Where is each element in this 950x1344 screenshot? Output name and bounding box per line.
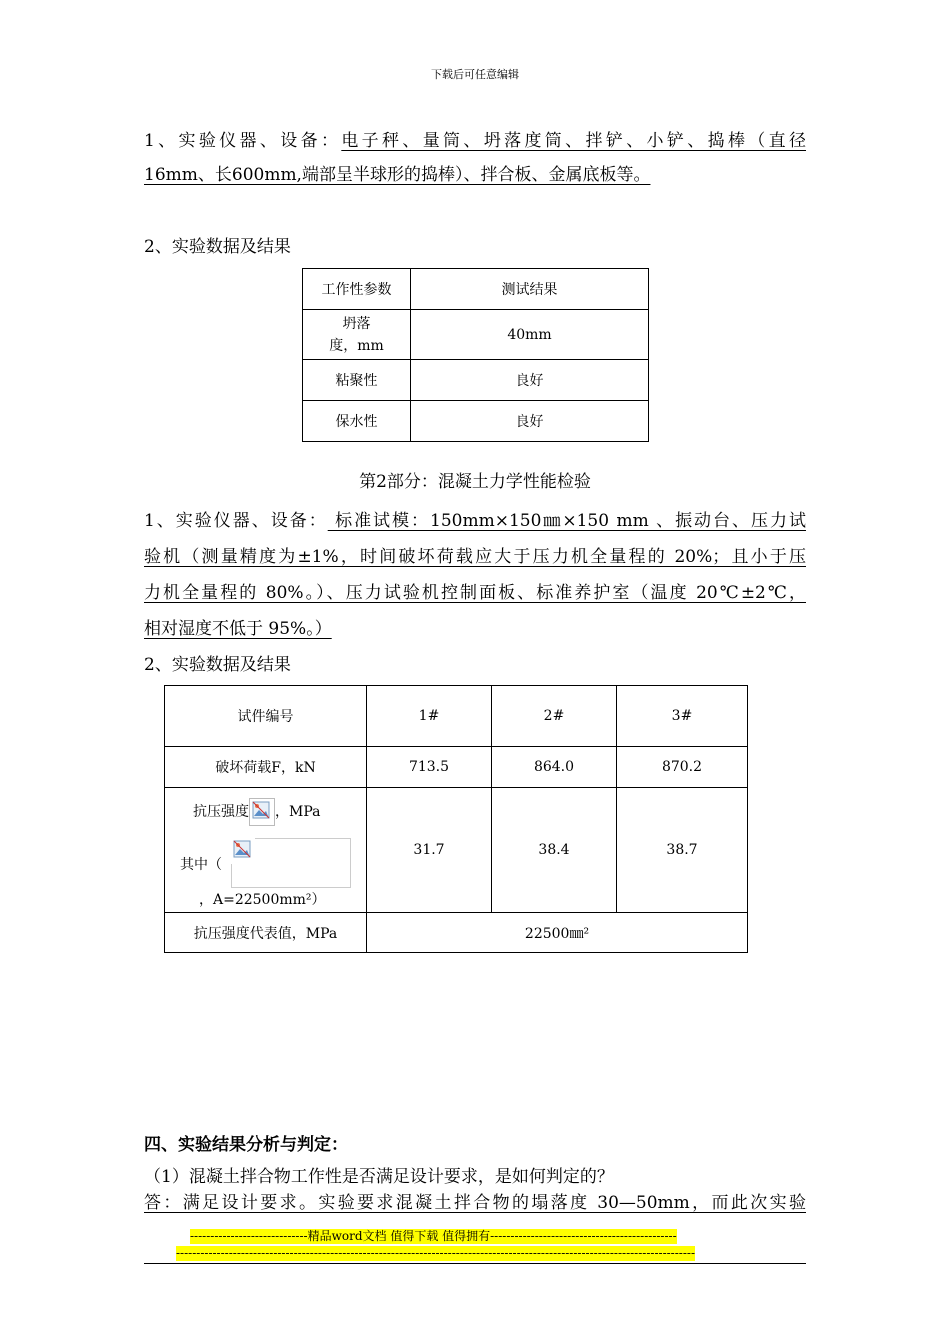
strength-label-a: 抗压强度 bbox=[193, 804, 249, 820]
section4-answer-1-text: 答：满足设计要求。实验要求混凝土拌合物的塌落度 30—50mm，而此次实验 bbox=[144, 1193, 806, 1213]
strength-value-2: 38.4 bbox=[492, 788, 617, 913]
rep-value-label: 抗压强度代表值，MPa bbox=[165, 913, 367, 953]
load-value-2: 864.0 bbox=[492, 747, 617, 788]
load-value-3: 870.2 bbox=[617, 747, 748, 788]
section2-equipment-line1: 标准试模：150mm×150㎜×150 mm 、振动台、压力试 bbox=[327, 511, 806, 531]
section1-data-label: 2、实验数据及结果 bbox=[144, 237, 291, 257]
page-header: 下载后可任意编辑 bbox=[431, 68, 519, 81]
broken-image-icon bbox=[249, 798, 275, 826]
strength-label-b: ，MPa bbox=[275, 804, 321, 820]
strength-note-a: 其中（ bbox=[180, 857, 222, 873]
load-label: 破坏荷载F，kN bbox=[165, 747, 367, 788]
strength-table bbox=[164, 685, 748, 953]
workability-param-cohesion: 粘聚性 bbox=[303, 360, 411, 401]
section1-equipment-line2: 16mm、长600mm,端部呈半球形的捣棒）、拌合板、金属底板等。 bbox=[144, 165, 651, 185]
load-value-1: 713.5 bbox=[367, 747, 492, 788]
strength-header-1: 1# bbox=[367, 686, 492, 747]
section2-equipment-line4: 相对湿度不低于 95%。） bbox=[144, 619, 332, 639]
strength-label-cell bbox=[165, 788, 367, 913]
section2-data-label: 2、实验数据及结果 bbox=[144, 655, 291, 675]
section2-equipment-line2: 验机（测量精度为±1%，时间破坏荷载应大于压力机全量程的 20%；且小于压 bbox=[144, 547, 806, 567]
section2-equipment-line3: 力机全量程的 80%。）、压力试验机控制面板、标准养护室（温度 20℃±2℃， bbox=[144, 583, 806, 603]
workability-param-slump bbox=[303, 310, 411, 360]
strength-note-b: ，A=22500mm²） bbox=[199, 892, 326, 908]
footer-line-2: -------------------------------------------------------------------------------------------------------------------------------- bbox=[176, 1246, 695, 1260]
section4-title: 四、实验结果分析与判定： bbox=[144, 1135, 348, 1155]
slump-label-line2: 度，mm bbox=[329, 337, 384, 354]
rep-value: 22500㎜² bbox=[367, 913, 748, 953]
section2-title: 第2部分：混凝土力学性能检验 bbox=[359, 472, 591, 492]
workability-header-result: 测试结果 bbox=[411, 269, 649, 310]
strength-value-1: 31.7 bbox=[367, 788, 492, 913]
broken-image-icon bbox=[231, 838, 255, 864]
strength-header-3: 3# bbox=[617, 686, 748, 747]
section4-question-1: （1）混凝土拌合物工作性是否满足设计要求，是如何判定的？ bbox=[144, 1167, 614, 1187]
section1-equipment-line1: 电子秤、量筒、坍落度筒、拌铲、小铲、捣棒（直径 bbox=[341, 131, 806, 151]
strength-header-specimen: 试件编号 bbox=[165, 686, 367, 747]
section1-equipment-label: 1、实验仪器、设备： bbox=[144, 131, 342, 151]
workability-result-slump: 40mm bbox=[411, 310, 649, 360]
section2-equipment-label: 1、实验仪器、设备： bbox=[144, 511, 328, 531]
section2-equipment bbox=[144, 503, 806, 647]
slump-label-line1: 坍落 bbox=[342, 315, 371, 332]
footer-rule bbox=[144, 1263, 806, 1264]
section1-equipment bbox=[144, 124, 806, 192]
workability-result-water-retention: 良好 bbox=[411, 401, 649, 442]
section4-answer-1 bbox=[144, 1188, 806, 1213]
footer-line-1: -----------------------------精品word文档 值得下载 值得拥有---------------------------------------------- bbox=[190, 1229, 677, 1243]
workability-result-cohesion: 良好 bbox=[411, 360, 649, 401]
strength-value-3: 38.7 bbox=[617, 788, 748, 913]
workability-param-water-retention: 保水性 bbox=[303, 401, 411, 442]
workability-table bbox=[302, 268, 649, 442]
workability-header-param: 工作性参数 bbox=[303, 269, 411, 310]
strength-header-2: 2# bbox=[492, 686, 617, 747]
